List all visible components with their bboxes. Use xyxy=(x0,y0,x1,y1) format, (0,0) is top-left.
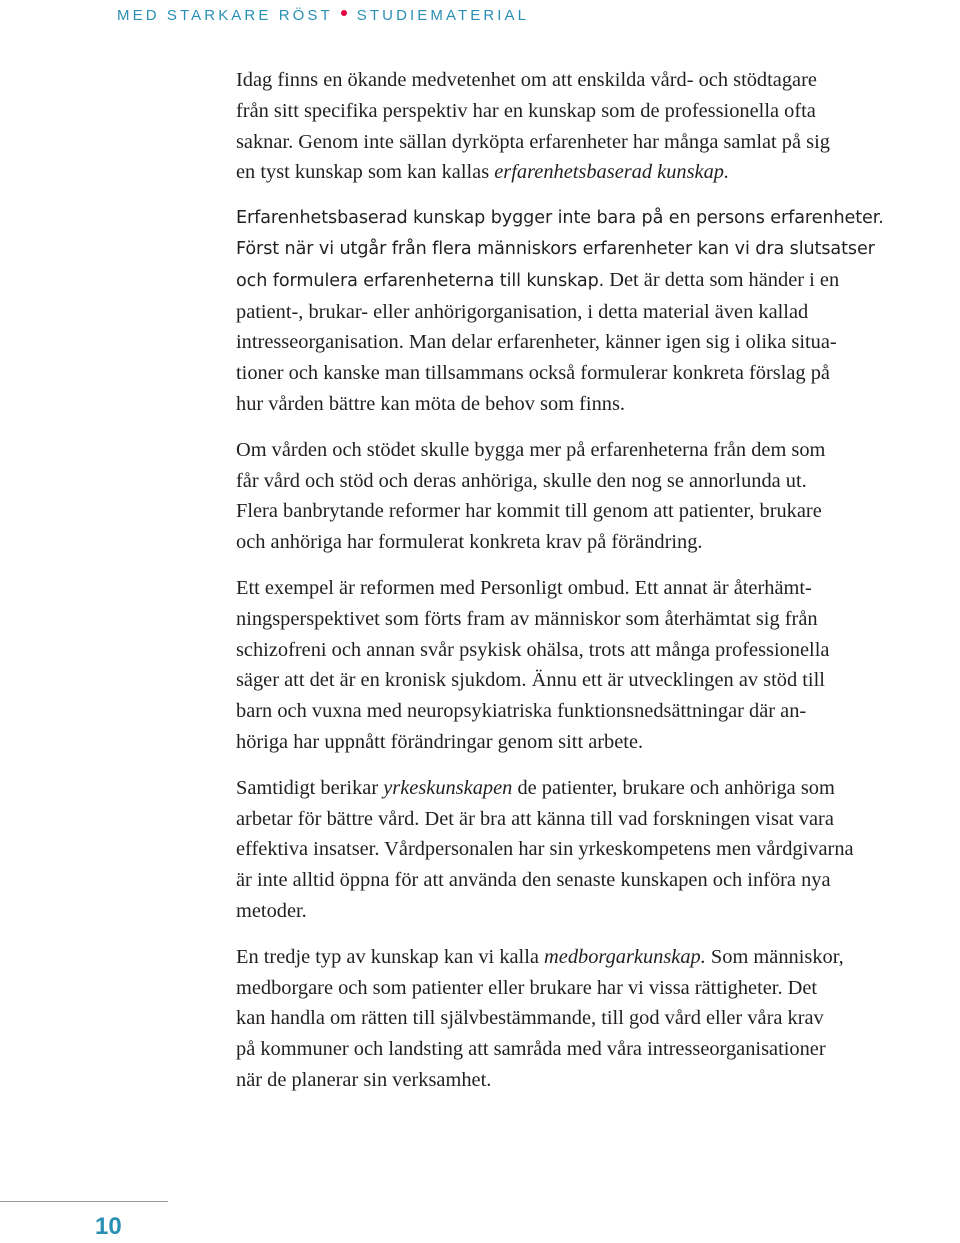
paragraph-6 xyxy=(236,942,956,1096)
body-text xyxy=(236,65,956,1096)
footer-divider xyxy=(0,1201,168,1202)
text-line: Om vården och stödet skulle bygga mer på erfarenheterna från dem som xyxy=(236,438,826,461)
text-line: effektiva insatser. Vårdpersonalen har sin yrkeskompetens men vårdgivarna xyxy=(236,838,854,861)
text-line: Först när vi utgår från flera människors erfarenheter kan vi dra slutsatser xyxy=(236,238,875,259)
emphasis: medborgarkunskap. xyxy=(544,945,706,968)
text-span: och formulera erfarenheterna till kunskap. xyxy=(236,270,605,291)
text-line xyxy=(236,773,956,804)
text-line: och anhöriga har formulerat konkreta krav på förändring. xyxy=(236,531,703,554)
paragraph-5 xyxy=(236,773,956,927)
text-line xyxy=(236,265,956,297)
text-line: kan handla om rätten till självbestämmande, till god vård eller våra krav xyxy=(236,1007,824,1030)
page-number: 10 xyxy=(95,1213,122,1240)
text-line: får vård och stöd och deras anhöriga, skulle den nog se annorlunda ut. xyxy=(236,469,807,492)
text-line xyxy=(236,942,956,973)
text-line: när de planerar sin verksamhet. xyxy=(236,1068,492,1091)
text-span: en tyst kunskap som kan kallas xyxy=(236,161,495,184)
text-line: patient-, brukar- eller anhörigorganisation, i detta material även kallad xyxy=(236,300,809,323)
text-span: intresseorganisation. xyxy=(236,331,404,354)
text-span: de patienter, brukare och anhöriga som xyxy=(512,776,835,799)
paragraph-3 xyxy=(236,435,956,558)
bullet-icon xyxy=(341,10,347,16)
text-line: schizofreni och annan svår psykisk ohälsa, trots att många professionella xyxy=(236,638,830,661)
text-line: metoder. xyxy=(236,899,307,922)
text-line: tioner och kanske man tillsammans också formulerar konkreta förslag på xyxy=(236,362,830,385)
text-line: Ett exempel är reformen med Personligt ombud. Ett annat är återhämt- xyxy=(236,576,812,599)
text-line: ningsperspektivet som förts fram av människor som återhämtat sig från xyxy=(236,607,818,630)
header-subtitle: STUDIEMATERIAL xyxy=(356,7,530,24)
text-span: Samtidigt berikar xyxy=(236,776,384,799)
header-title: MED STARKARE RÖST xyxy=(117,7,333,24)
text-line: barn och vuxna med neuropsykiatriska funktionsnedsättningar där an- xyxy=(236,700,807,723)
text-line: Erfarenhetsbaserad kunskap bygger inte bara på en persons erfarenheter. xyxy=(236,208,884,229)
text-line: från sitt specifika perspektiv har en kunskap som de professionella ofta xyxy=(236,99,816,122)
text-line: säger att det är en kronisk sjukdom. Ännu ett är utvecklingen av stöd till xyxy=(236,669,825,692)
running-header xyxy=(117,7,529,25)
text-span: Man delar erfarenheter, känner igen sig i olika situa- xyxy=(403,331,837,354)
paragraph-1 xyxy=(236,65,956,188)
text-line: höriga har uppnått förändringar genom sitt arbete. xyxy=(236,730,644,753)
text-line: på kommuner och landsting att samråda med våra intresseorganisationer xyxy=(236,1038,826,1061)
text-line: hur vården bättre kan möta de behov som finns. xyxy=(236,392,626,415)
text-line xyxy=(236,157,956,188)
text-line: är inte alltid öppna för att använda den senaste kunskapen och införa nya xyxy=(236,869,831,892)
text-line: Flera banbrytande reformer har kommit till genom att patienter, brukare xyxy=(236,500,822,523)
paragraph-4 xyxy=(236,573,956,758)
text-span: Som människor, xyxy=(705,945,844,968)
paragraph-2 xyxy=(236,203,956,420)
emphasis: yrkeskunskapen xyxy=(383,776,513,799)
text-span: En tredje typ av kunskap kan vi kalla xyxy=(236,945,545,968)
text-line xyxy=(236,327,956,358)
text-line: arbetar för bättre vård. Det är bra att känna till vad forskningen visat vara xyxy=(236,807,834,830)
emphasis: erfarenhetsbaserad kunskap. xyxy=(494,161,730,184)
text-line: Idag finns en ökande medvetenhet om att enskilda vård- och stödtagare xyxy=(236,69,817,91)
text-line: medborgare och som patienter eller brukare har vi vissa rättigheter. Det xyxy=(236,976,818,999)
text-line: saknar. Genom inte sällan dyrköpta erfarenheter har många samlat på sig xyxy=(236,130,830,153)
text-span: Det är detta som händer i en xyxy=(604,268,840,291)
